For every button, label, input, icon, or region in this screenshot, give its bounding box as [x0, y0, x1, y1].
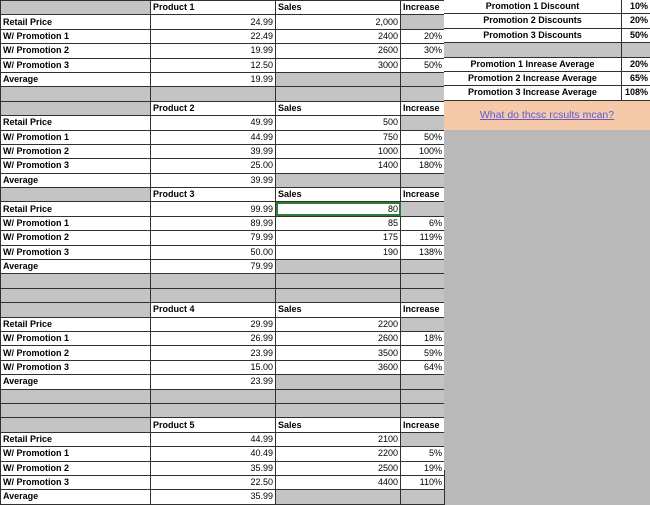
sales-header[interactable]: Sales	[276, 418, 401, 432]
sales-cell[interactable]: 2500	[276, 461, 401, 475]
blank-cell[interactable]	[401, 389, 445, 403]
price-cell[interactable]: 22.49	[151, 29, 276, 43]
summary-row	[444, 29, 650, 43]
sales-cell[interactable]: 2,000	[276, 15, 401, 29]
table-row	[1, 130, 445, 144]
row-label[interactable]: Average	[1, 490, 151, 504]
table-row	[1, 475, 445, 489]
row-label[interactable]: W/ Promotion 1	[1, 447, 151, 461]
increase-cell[interactable]: 30%	[401, 44, 445, 58]
row-label[interactable]: W/ Promotion 3	[1, 360, 151, 374]
increase-cell[interactable]: 110%	[401, 475, 445, 489]
table-row	[1, 116, 445, 130]
increase-cell[interactable]: 119%	[401, 231, 445, 245]
product-name[interactable]: Product 1	[151, 1, 276, 15]
sales-cell[interactable]: 1000	[276, 144, 401, 158]
average-row	[1, 375, 445, 389]
sales-cell[interactable]: 2600	[276, 331, 401, 345]
row-label[interactable]: W/ Promotion 3	[1, 475, 151, 489]
blank-cell[interactable]	[1, 87, 151, 101]
table-row	[1, 331, 445, 345]
price-cell[interactable]: 79.99	[151, 231, 276, 245]
average-row	[1, 173, 445, 187]
increase-header[interactable]: Increase	[401, 418, 445, 432]
sales-cell[interactable]: 750	[276, 130, 401, 144]
row-label[interactable]: Retail Price	[1, 116, 151, 130]
increase-cell[interactable]: 100%	[401, 144, 445, 158]
average-row	[1, 490, 445, 504]
summary-value[interactable]: 108%	[622, 86, 650, 99]
price-cell[interactable]: 49.99	[151, 116, 276, 130]
blank-cell[interactable]	[401, 274, 445, 288]
blank-cell[interactable]	[151, 403, 276, 417]
results-link-banner	[444, 101, 650, 130]
increase-cell[interactable]	[401, 317, 445, 331]
table-row	[1, 231, 445, 245]
price-cell[interactable]: 40.49	[151, 447, 276, 461]
increase-header[interactable]: Increase	[401, 303, 445, 317]
price-cell[interactable]: 39.99	[151, 144, 276, 158]
increase-cell[interactable]	[401, 202, 445, 216]
price-cell[interactable]: 23.99	[151, 346, 276, 360]
row-label[interactable]: W/ Promotion 2	[1, 346, 151, 360]
sales-header[interactable]: Sales	[276, 303, 401, 317]
table-row	[1, 346, 445, 360]
blank-cell[interactable]	[276, 274, 401, 288]
increase-header[interactable]: Increase	[401, 1, 445, 15]
blank-cell[interactable]	[1, 1, 151, 15]
table-row	[1, 144, 445, 158]
product-name[interactable]: Product 2	[151, 101, 276, 115]
blank-cell[interactable]	[276, 490, 401, 504]
sales-cell[interactable]: 2200	[276, 447, 401, 461]
sales-header[interactable]: Sales	[276, 101, 401, 115]
blank-cell[interactable]	[276, 375, 401, 389]
increase-cell[interactable]: 180%	[401, 159, 445, 173]
row-label[interactable]: Retail Price	[1, 202, 151, 216]
blank-cell[interactable]	[1, 188, 151, 202]
blank-row	[1, 274, 445, 288]
blank-cell[interactable]	[276, 260, 401, 274]
increase-cell[interactable]: 138%	[401, 245, 445, 259]
sales-cell[interactable]: 2600	[276, 44, 401, 58]
row-label[interactable]: W/ Promotion 3	[1, 58, 151, 72]
row-label[interactable]: W/ Promotion 2	[1, 461, 151, 475]
sales-cell[interactable]: 3600	[276, 360, 401, 374]
sales-cell[interactable]: 190	[276, 245, 401, 259]
blank-cell[interactable]	[276, 173, 401, 187]
increase-cell[interactable]	[401, 432, 445, 446]
summary-label[interactable]: Promotion 1 Inrease Average	[444, 58, 622, 71]
product-name[interactable]: Product 4	[151, 303, 276, 317]
row-label[interactable]: W/ Promotion 3	[1, 159, 151, 173]
summary-value[interactable]: 20%	[622, 14, 650, 27]
blank-row	[1, 87, 445, 101]
sales-cell[interactable]: 1400	[276, 159, 401, 173]
increase-header[interactable]: Increase	[401, 188, 445, 202]
table-row	[1, 202, 445, 216]
increase-cell[interactable]	[401, 15, 445, 29]
table-row	[1, 159, 445, 173]
sales-cell[interactable]: 2400	[276, 29, 401, 43]
summary-label[interactable]: Promotion 1 Discount	[444, 0, 622, 13]
row-label[interactable]: Retail Price	[1, 15, 151, 29]
sales-header[interactable]: Sales	[276, 188, 401, 202]
product-header-row	[1, 1, 445, 15]
row-label[interactable]: Retail Price	[1, 317, 151, 331]
average-cell[interactable]: 35.99	[151, 490, 276, 504]
blank-cell[interactable]	[151, 87, 276, 101]
product-header-row	[1, 418, 445, 432]
sales-cell[interactable]: 2200	[276, 317, 401, 331]
blank-cell[interactable]	[151, 274, 276, 288]
summary-row	[444, 86, 650, 100]
average-cell[interactable]: 39.99	[151, 173, 276, 187]
summary-value[interactable]: 20%	[622, 58, 650, 71]
price-cell[interactable]: 50.00	[151, 245, 276, 259]
row-label[interactable]: Average	[1, 173, 151, 187]
increase-cell[interactable]: 18%	[401, 331, 445, 345]
product-header-row	[1, 303, 445, 317]
blank-cell[interactable]	[1, 288, 151, 302]
row-label[interactable]: W/ Promotion 1	[1, 331, 151, 345]
sales-cell[interactable]: 3500	[276, 346, 401, 360]
blank-cell[interactable]	[276, 403, 401, 417]
blank-cell[interactable]	[401, 403, 445, 417]
price-cell[interactable]: 44.99	[151, 130, 276, 144]
sales-cell[interactable]: 85	[276, 216, 401, 230]
blank-cell[interactable]	[1, 418, 151, 432]
table-row	[1, 461, 445, 475]
price-cell[interactable]: 26.99	[151, 331, 276, 345]
summary-label[interactable]: Promotion 3 Discounts	[444, 29, 622, 42]
blank-cell[interactable]	[1, 389, 151, 403]
table-row	[1, 447, 445, 461]
blank-cell[interactable]	[401, 87, 445, 101]
increase-cell[interactable]: 59%	[401, 346, 445, 360]
blank-cell[interactable]	[276, 389, 401, 403]
sales-header[interactable]: Sales	[276, 1, 401, 15]
average-row	[1, 260, 445, 274]
row-label[interactable]: Retail Price	[1, 432, 151, 446]
table-row	[1, 432, 445, 446]
table-row	[1, 245, 445, 259]
increase-cell[interactable]: 19%	[401, 461, 445, 475]
sales-cell[interactable]: 4400	[276, 475, 401, 489]
table-row	[1, 317, 445, 331]
increase-header[interactable]: Increase	[401, 101, 445, 115]
blank-cell[interactable]	[1, 403, 151, 417]
summary-value[interactable]: 10%	[622, 0, 650, 13]
row-label[interactable]: W/ Promotion 1	[1, 130, 151, 144]
summary-row	[444, 72, 650, 86]
row-label[interactable]: Average	[1, 375, 151, 389]
increase-cell[interactable]	[401, 116, 445, 130]
increase-cell[interactable]: 20%	[401, 29, 445, 43]
price-cell[interactable]: 22.50	[151, 475, 276, 489]
summary-row	[444, 58, 650, 72]
price-cell[interactable]: 44.99	[151, 432, 276, 446]
summary-value[interactable]: 50%	[622, 29, 650, 42]
table-row	[1, 58, 445, 72]
blank-cell[interactable]	[1, 274, 151, 288]
price-cell[interactable]: 15.00	[151, 360, 276, 374]
average-cell[interactable]: 19.99	[151, 72, 276, 86]
blank-row	[1, 288, 445, 302]
blank-cell[interactable]	[401, 490, 445, 504]
table-row	[1, 15, 445, 29]
blank-cell[interactable]	[276, 288, 401, 302]
summary-label[interactable]: Promotion 2 Discounts	[444, 14, 622, 27]
blank-cell[interactable]	[151, 288, 276, 302]
row-label[interactable]: Average	[1, 260, 151, 274]
increase-cell[interactable]: 50%	[401, 130, 445, 144]
blank-cell[interactable]	[276, 87, 401, 101]
blank-cell[interactable]	[276, 72, 401, 86]
product-header-row	[1, 101, 445, 115]
increase-cell[interactable]: 64%	[401, 360, 445, 374]
price-cell[interactable]: 19.99	[151, 44, 276, 58]
price-cell[interactable]: 35.99	[151, 461, 276, 475]
increase-cell[interactable]: 50%	[401, 58, 445, 72]
blank-cell[interactable]	[1, 303, 151, 317]
price-cell[interactable]: 29.99	[151, 317, 276, 331]
table-row	[1, 360, 445, 374]
price-cell[interactable]: 24.99	[151, 15, 276, 29]
blank-cell[interactable]	[401, 173, 445, 187]
price-cell[interactable]: 25.00	[151, 159, 276, 173]
summary-label[interactable]: Promotion 3 Increase Average	[444, 86, 622, 99]
row-label[interactable]: W/ Promotion 2	[1, 231, 151, 245]
sales-cell[interactable]: 175	[276, 231, 401, 245]
average-row	[1, 72, 445, 86]
blank-cell[interactable]	[401, 260, 445, 274]
row-label[interactable]: W/ Promotion 2	[1, 44, 151, 58]
empty-area	[444, 130, 650, 470]
blank-cell[interactable]	[1, 101, 151, 115]
blank-cell[interactable]	[401, 288, 445, 302]
price-cell[interactable]: 99.99	[151, 202, 276, 216]
product-header-row	[1, 188, 445, 202]
increase-cell[interactable]: 5%	[401, 447, 445, 461]
sales-cell[interactable]: 500	[276, 116, 401, 130]
average-cell[interactable]: 23.99	[151, 375, 276, 389]
row-label[interactable]: W/ Promotion 2	[1, 144, 151, 158]
blank-cell[interactable]	[151, 389, 276, 403]
product-name[interactable]: Product 3	[151, 188, 276, 202]
row-label[interactable]: Average	[1, 72, 151, 86]
blank-cell[interactable]	[401, 72, 445, 86]
summary-row	[444, 0, 650, 14]
blank-row	[1, 403, 445, 417]
blank-row	[1, 389, 445, 403]
sales-cell[interactable]: 2100	[276, 432, 401, 446]
average-cell[interactable]: 79.99	[151, 260, 276, 274]
price-cell[interactable]: 12.50	[151, 58, 276, 72]
row-label[interactable]: W/ Promotion 1	[1, 216, 151, 230]
summary-panel	[444, 0, 650, 470]
summary-label[interactable]: Promotion 2 Increase Average	[444, 72, 622, 85]
table-row	[1, 29, 445, 43]
summary-row	[444, 14, 650, 28]
row-label[interactable]: W/ Promotion 3	[1, 245, 151, 259]
price-cell[interactable]: 89.99	[151, 216, 276, 230]
product-name[interactable]: Product 5	[151, 418, 276, 432]
summary-value[interactable]: 65%	[622, 72, 650, 85]
increase-cell[interactable]: 6%	[401, 216, 445, 230]
table-row	[1, 44, 445, 58]
table-row	[1, 216, 445, 230]
sales-cell[interactable]: 3000	[276, 58, 401, 72]
sales-cell[interactable]: 80	[276, 202, 401, 216]
blank-cell[interactable]	[401, 375, 445, 389]
results-link[interactable]: What do thcsc rcsults mcan?	[479, 109, 615, 122]
summary-gap	[444, 43, 650, 57]
row-label[interactable]: W/ Promotion 1	[1, 29, 151, 43]
